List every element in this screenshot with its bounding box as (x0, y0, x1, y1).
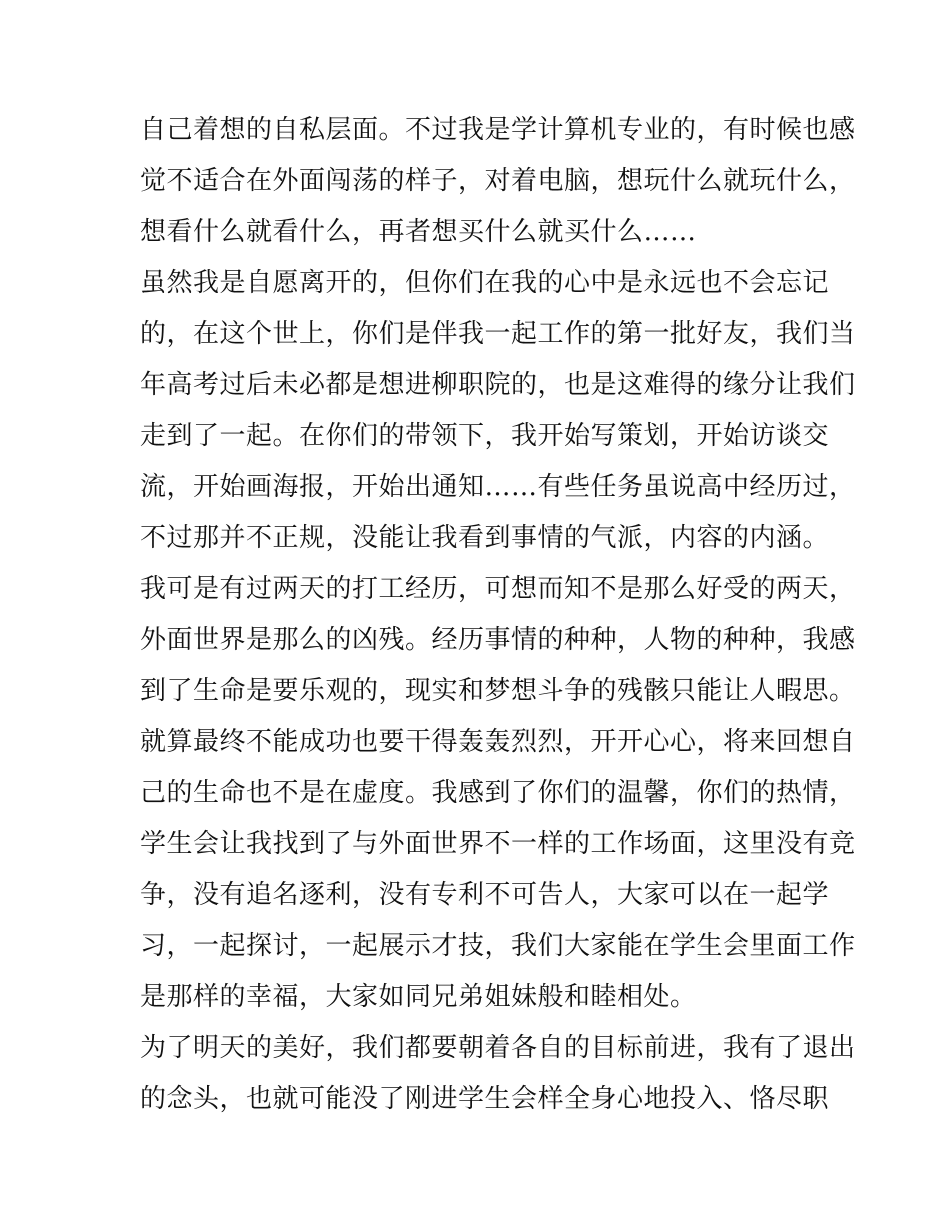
text-line: 想看什么就看什么，再者想买什么就买什么…… (140, 217, 697, 247)
text-line: 流，开始画海报，开始出通知……有些任务虽说高中经历过， (140, 472, 856, 502)
text-line: 就算最终不能成功也要干得轰轰烈烈，开开心心，将来回想自 (140, 727, 856, 757)
text-line: 走到了一起。在你们的带领下，我开始写策划，开始访谈交 (140, 421, 830, 451)
text-line: 是那样的幸福，大家如同兄弟姐妹般和睦相处。 (140, 982, 697, 1012)
text-line: 的念头，也就可能没了刚进学生会样全身心地投入、恪尽职 (140, 1084, 830, 1114)
body-text (140, 105, 856, 1125)
text-line: 己的生命也不是在虚度。我感到了你们的温馨，你们的热情， (140, 778, 856, 808)
text-line: 觉不适合在外面闯荡的样子，对着电脑，想玩什么就玩什么， (140, 166, 856, 196)
text-line: 外面世界是那么的凶残。经历事情的种种，人物的种种，我感 (140, 625, 856, 655)
text-line: 自己着想的自私层面。不过我是学计算机专业的，有时候也感 (140, 115, 856, 145)
text-line: 我可是有过两天的打工经历，可想而知不是那么好受的两天， (140, 574, 856, 604)
text-line: 争，没有追名逐利，没有专利不可告人，大家可以在一起学 (140, 880, 830, 910)
text-line: 学生会让我找到了与外面世界不一样的工作场面，这里没有竞 (140, 829, 856, 859)
text-line: 不过那并不正规，没能让我看到事情的气派，内容的内涵。 (140, 523, 830, 553)
text-line: 为了明天的美好，我们都要朝着各自的目标前进，我有了退出 (140, 1033, 856, 1063)
text-line: 习，一起探讨，一起展示才技，我们大家能在学生会里面工作 (140, 931, 856, 961)
text-line: 虽然我是自愿离开的，但你们在我的心中是永远也不会忘记 (140, 268, 830, 298)
text-line: 年高考过后未必都是想进柳职院的，也是这难得的缘分让我们 (140, 370, 856, 400)
text-line: 的，在这个世上，你们是伴我一起工作的第一批好友，我们当 (140, 319, 856, 349)
text-line: 到了生命是要乐观的，现实和梦想斗争的残骸只能让人暇思。 (140, 676, 856, 706)
